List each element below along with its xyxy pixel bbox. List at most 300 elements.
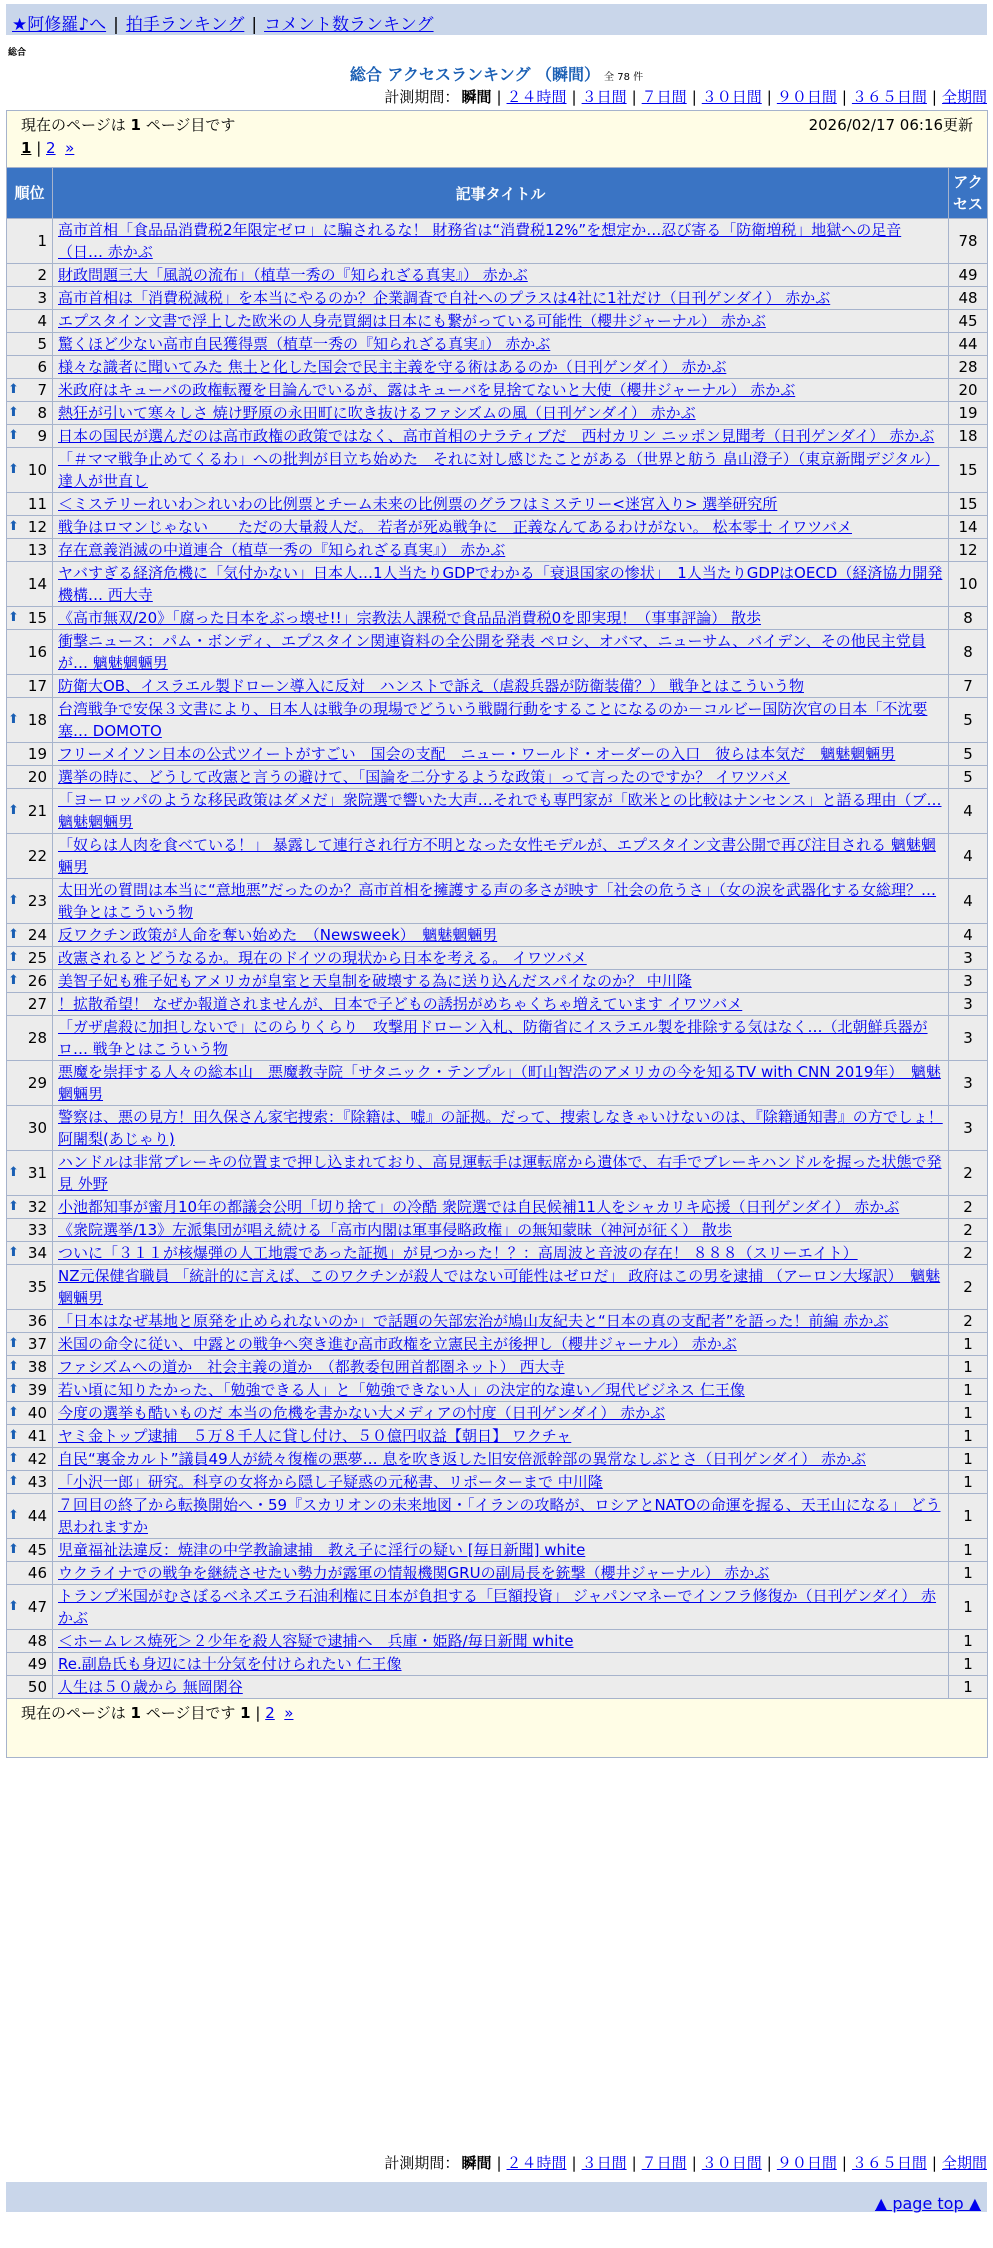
rank-number: 12 [27,518,47,536]
article-title-link[interactable]: ！拡散希望！ なぜか報道されませんが、日本で子どもの誘拐がめちゃくちゃ増えています イワツバメ [58,995,743,1013]
access-count: 3 [949,970,988,993]
rank-number: 32 [27,1198,47,1216]
table-row [7,789,988,834]
rank-number: 31 [27,1164,47,1182]
title-cell [53,970,949,993]
article-title-link[interactable]: 衝撃ニュース：パム・ボンディ、エプスタイン関連資料の全公開を発表 ペロシ、オバマ、ニューサム、バイデン、その他民主党員が… 魑魅魍魎男 [58,632,926,672]
rank-cell [7,1402,53,1425]
title-cell [53,448,949,493]
rank-up-arrow-icon: ⬆ [8,1599,19,1614]
title-cell [53,879,949,924]
article-title-link[interactable]: 選挙の時に、どうして改憲と言うの避けて、「国論を二分するような政策」って言ったのですか？ イワツバメ [58,768,790,786]
comment-ranking-link[interactable]: コメント数ランキング [264,15,434,35]
access-count: 1 [949,1630,988,1653]
rank-number: 23 [27,892,47,910]
rank-up-arrow-icon: ⬆ [8,1405,19,1420]
title-cell [53,924,949,947]
rank-cell [7,1630,53,1653]
article-title-link[interactable]: 悪魔を崇拝する人々の総本山 悪魔教寺院「サタニック・テンプル」（町山智浩のアメリカの今を知るTV with CNN 2019年） 魑魅魍魎男 [58,1063,941,1103]
article-title-link[interactable]: 米政府はキューバの政権転覆を目論んでいるが、露はキューバを見捨てないと大使（櫻井ジャーナル） 赤かぶ [58,381,796,399]
rank-number: 37 [27,1335,47,1353]
page-info-num: 1 [130,116,141,134]
title-cell [53,493,949,516]
rank-cell [7,310,53,333]
rank-cell [7,1379,53,1402]
title-cell [53,1310,949,1333]
period-24h-link-bottom[interactable]: ２４時間 [506,2154,567,2172]
rank-cell [7,607,53,630]
article-title-link[interactable]: ハンドルは非常ブレーキの位置まで押し込まれており、高見運転手は運転席から遺体で、右手でブレーキハンドルを握った状態で発見 外野 [58,1153,942,1193]
article-title-link[interactable]: ヤバすぎる経済危機に「気付かない」日本人…1人当たりGDPでわかる「衰退国家の惨状」 1人当たりGDPはOECD（経済協力開発機構… 西大寺 [58,564,943,604]
article-title-link[interactable]: 《衆院選挙/13》左派集団が唱え続ける「高市内閣は軍事侵略政権」の無知蒙昧（神河が征く） 散歩 [58,1221,732,1239]
title-cell [53,1630,949,1653]
rank-cell [7,1425,53,1448]
period-90d-link-bottom[interactable]: ９０日間 [776,2154,837,2172]
rank-up-arrow-icon: ⬆ [8,1165,19,1180]
access-count: 5 [949,766,988,789]
table-row [7,379,988,402]
access-count: 2 [949,1151,988,1196]
article-title-link[interactable]: 反ワクチン政策が人命を奪い始めた （Newsweek） 魑魅魍魎男 [58,926,498,944]
title-cell [53,1061,949,1106]
title-header: 記事タイトル [53,168,949,219]
table-row [7,1539,988,1562]
rank-number: 20 [27,768,47,786]
access-count: 8 [949,607,988,630]
table-row [7,1425,988,1448]
top-nav-bar: ★阿修羅♪へ | 拍手ランキング | コメント数ランキング [6,4,987,35]
table-row [7,834,988,879]
article-title-link[interactable]: 高市首相は「消費税減税」を本当にやるのか？企業調査で自社へのプラスは4社に1社だけ（日刊ゲンダイ） 赤かぶ [58,289,831,307]
rank-number: 3 [37,289,47,307]
footer-page-2-link[interactable]: 2 [265,1704,275,1722]
rank-up-arrow-icon: ⬆ [8,1508,19,1523]
rank-cell [7,1356,53,1379]
rank-cell [7,1106,53,1151]
page-top-link[interactable]: ▲ page top ▲ [874,2194,981,2213]
access-count: 14 [949,516,988,539]
rank-up-arrow-icon: ⬆ [8,927,19,942]
table-row [7,356,988,379]
rank-cell [7,743,53,766]
article-title-link[interactable]: 太田光の質問は本当に“意地悪”だったのか？高市首相を擁護する声の多さが映す「社会の危うさ」（女の涙を武器化する女総理？… 戦争とはこういう物 [58,881,937,921]
article-title-link[interactable]: 児童福祉法違反：焼津の中学教諭逮捕 教え子に淫行の疑い [毎日新聞] white [58,1541,586,1559]
access-count: 20 [949,379,988,402]
table-row [7,1562,988,1585]
rank-number: 13 [27,541,47,559]
article-title-link[interactable]: 《高市無双/20》「腐った日本をぶっ壊せ!!」宗教法人課税で食品品消費税0を即実現！（事事評論） 散歩 [58,609,761,627]
rank-cell [7,379,53,402]
rank-cell [7,1196,53,1219]
category-label: 総合 [8,48,27,58]
title-cell [53,516,949,539]
rank-cell [7,1310,53,1333]
period-24h-link[interactable]: ２４時間 [506,88,567,106]
table-row [7,1265,988,1310]
access-count: 1 [949,1562,988,1585]
rank-number: 6 [37,358,47,376]
article-title-link[interactable]: 様々な識者に聞いてみた 焦土と化した国会で民主主義を守る術はあるのか（日刊ゲンダイ） 赤かぶ [58,358,727,376]
rank-cell [7,287,53,310]
period-selector-bottom: 計測期間： 瞬間 | ２４時間 | ３日間 | ７日間 | ３０日間 | ９０日間 | ３６５日間 | 全期間 [384,2154,987,2172]
rank-cell [7,219,53,264]
rank-number: 9 [37,427,47,445]
title-cell [53,1219,949,1242]
access-count: 2 [949,1219,988,1242]
next-page-link[interactable]: » [65,139,75,157]
rank-cell [7,1333,53,1356]
page-info-pre: 現在のページは [21,116,131,134]
period-label: 計測期間： [384,88,460,106]
rank-number: 43 [27,1473,47,1491]
table-row [7,1356,988,1379]
access-count: 2 [949,1196,988,1219]
article-title-link[interactable]: 防衛大OB、イスラエル製ドローン導入に反対 ハンストで訴え（虐殺兵器が防衛装備？） 戦争とはこういう物 [58,677,804,695]
rank-number: 27 [27,995,47,1013]
access-count: 1 [949,1356,988,1379]
rank-cell [7,947,53,970]
period-7d-link[interactable]: ７日間 [641,88,687,106]
table-row [7,1379,988,1402]
rank-number: 24 [27,926,47,944]
access-count: 1 [949,1494,988,1539]
table-row [7,1494,988,1539]
pagination-bottom: 1 | 2 » [240,1704,294,1722]
article-title-link[interactable]: エプスタイン文書で浮上した欧米の人身売買網は日本にも繋がっている可能性（櫻井ジャーナル） 赤かぶ [58,312,766,330]
rank-cell [7,1585,53,1630]
table-row [7,1196,988,1219]
rank-cell [7,970,53,993]
article-title-link[interactable]: Re.副島氏も身辺には十分気を付けられたい 仁王像 [58,1655,402,1673]
title-cell [53,1539,949,1562]
rank-cell [7,1562,53,1585]
rank-number: 41 [27,1427,47,1445]
article-title-link[interactable]: ７回目の終了から転換開始へ・59『スカリオンの未来地図・「イランの攻略が、ロシアとNATOの命運を握る、天王山になる」 どう思われますか [58,1496,941,1536]
title-cell [53,630,949,675]
rank-cell [7,1494,53,1539]
rank-up-arrow-icon: ⬆ [8,973,19,988]
rank-number: 26 [27,972,47,990]
table-row [7,766,988,789]
rank-number: 15 [27,609,47,627]
rank-cell [7,993,53,1016]
title-cell [53,1676,949,1699]
title-cell [53,379,949,402]
article-title-link[interactable]: 美智子妃も雅子妃もアメリカが皇室と天皇制を破壊する為に送り込んだスパイなのか？ 中川隆 [58,972,692,990]
title-cell [53,562,949,607]
article-title-link[interactable]: フリーメイソン日本の公式ツイートがすごい 国会の支配 ニュー・ワールド・オーダーの入口 彼らは本気だ 魑魅魍魎男 [58,745,896,763]
rank-up-arrow-icon: ⬆ [8,1428,19,1443]
page-info-footer-row [7,1699,988,1758]
rank-number: 40 [27,1404,47,1422]
rank-cell [7,834,53,879]
article-title-link[interactable]: ファシズムへの道か 社会主義の道か （都教委包囲首都圏ネット） 西大寺 [58,1358,565,1376]
rank-cell [7,1448,53,1471]
access-count: 2 [949,1265,988,1310]
article-title-link[interactable]: 高市首相「食品品消費税2年限定ゼロ」に騙されるな！ 財務省は“消費税12%”を想定か…忍び寄る「防衛増税」地獄への足音（日… 赤かぶ [58,221,902,261]
rank-number: 2 [37,266,47,284]
table-row [7,743,988,766]
rank-number: 35 [27,1278,47,1296]
title-cell [53,1333,949,1356]
period-30d-link[interactable]: ３０日間 [701,88,762,106]
title-cell [53,766,949,789]
access-count: 15 [949,448,988,493]
title-cell [53,1494,949,1539]
title-cell [53,993,949,1016]
article-title-link[interactable]: 警察は、悪の見方！田久保さん家宅捜索：『除籍は、嘘』の証拠。だって、捜索しなきゃいけないのは、『除籍通知書』の方でしょ！ 阿闍梨(あじゃり) [58,1108,943,1148]
table-row [7,539,988,562]
rank-number: 47 [27,1598,47,1616]
rank-number: 22 [27,847,47,865]
table-row [7,1016,988,1061]
period-all-link-bottom[interactable]: 全期間 [941,2154,987,2172]
article-title-link[interactable]: 戦争はロマンじゃない ただの大量殺人だ。 若者が死ぬ戦争に 正義なんてあるわけがない。 松本零士 イワツバメ [58,518,853,536]
access-count: 4 [949,789,988,834]
access-count: 18 [949,425,988,448]
article-title-link[interactable]: 小池都知事が蜜月10年の都議会公明「切り捨て」の冷酷 衆院選では自民候補11人をシャカリキ応援（日刊ゲンダイ） 赤かぶ [58,1198,900,1216]
table-row [7,1630,988,1653]
article-title-link[interactable]: 米国の命令に従い、中露との戦争へ突き進む高市政権を立憲民主が後押し（櫻井ジャーナル） 赤かぶ [58,1335,737,1353]
rank-number: 39 [27,1381,47,1399]
page-info-row [7,111,988,168]
period-7d-link-bottom[interactable]: ７日間 [641,2154,687,2172]
table-row [7,1151,988,1196]
title-cell [53,1265,949,1310]
article-title-link[interactable]: 驚くほど少ない高市自民獲得票（植草一秀の『知られざる真実』） 赤かぶ [58,335,551,353]
rank-cell [7,1265,53,1310]
table-row [7,219,988,264]
article-title-link[interactable]: ウクライナでの戦争を継続させたい勢力が露軍の情報機関GRUの副局長を銃撃（櫻井ジャーナル） 赤かぶ [58,1564,770,1582]
rank-number: 29 [27,1074,47,1092]
period-all-link[interactable]: 全期間 [941,88,987,106]
article-title-link[interactable]: 「ガザ虐殺に加担しないで」にのらりくらり 攻撃用ドローン入札、防衛省にイスラエル製を排除する気はなく…（北朝鮮兵器がロ… 戦争とはこういう物 [58,1018,928,1058]
article-title-link[interactable]: 自民“裏金カルト”議員49人が続々復権の悪夢… 息を吹き返した旧安倍派幹部の異常なしぶとさ（日刊ゲンダイ） 赤かぶ [58,1450,866,1468]
table-row [7,879,988,924]
rank-cell [7,264,53,287]
rank-number: 48 [27,1632,47,1650]
table-row [7,448,988,493]
rank-up-arrow-icon: ⬆ [8,1542,19,1557]
rank-number: 28 [27,1029,47,1047]
access-count: 3 [949,993,988,1016]
rank-cell [7,1219,53,1242]
article-title-link[interactable]: 台湾戦争で安保３文書により、日本人は戦争の現場でどういう戦闘行動をすることになるのか－コルビー国防次官の日本「不沈要塞… DOMOTO [58,700,928,740]
rank-number: 21 [27,802,47,820]
access-count: 1 [949,1379,988,1402]
rank-number: 50 [27,1678,47,1696]
period-365d-link-bottom[interactable]: ３６５日間 [851,2154,927,2172]
period-30d-link-bottom[interactable]: ３０日間 [701,2154,762,2172]
rank-cell [7,924,53,947]
item-count: 全 78 件 [604,72,644,83]
rank-up-arrow-icon: ⬆ [8,1245,19,1260]
rank-number: 1 [37,232,47,250]
access-count: 45 [949,310,988,333]
period-90d-link[interactable]: ９０日間 [776,88,837,106]
rank-cell [7,789,53,834]
title-cell [53,1402,949,1425]
rank-number: 10 [27,461,47,479]
table-row [7,425,988,448]
access-count: 48 [949,287,988,310]
page-info-post: ページ目です [140,116,236,134]
table-row [7,1585,988,1630]
title-cell [53,310,949,333]
rank-cell [7,1471,53,1494]
article-title-link[interactable]: 「日本はなぜ基地と原発を止められないのか」で話題の矢部宏治が鳩山友紀夫と“日本の真の支配者”を語った！前編 赤かぶ [58,1312,889,1330]
rank-cell [7,1061,53,1106]
access-count: 12 [949,539,988,562]
rank-number: 8 [37,404,47,422]
table-row [7,1106,988,1151]
page-info-footer-cell [7,1699,988,1758]
article-title-link[interactable]: ついに「３１１が核爆弾の人工地震であった証拠」が見つかった！？：高周波と音波の存在！ ８８８（スリーエイト） [58,1244,858,1262]
bottom-bar [6,2182,987,2212]
article-title-link[interactable]: 今度の選挙も酷いものだ 本当の危機を書かない大メディアの忖度（日刊ゲンダイ） 赤かぶ [58,1404,666,1422]
page-2-link[interactable]: 2 [46,139,56,157]
rank-cell [7,1653,53,1676]
rank-number: 45 [27,1541,47,1559]
access-count: 7 [949,675,988,698]
rank-up-arrow-icon: ⬆ [8,1359,19,1374]
rank-cell [7,879,53,924]
rank-up-arrow-icon: ⬆ [8,382,19,397]
access-count: 1 [949,1653,988,1676]
rank-up-arrow-icon: ⬆ [8,462,19,477]
rank-cell [7,675,53,698]
title-cell [53,333,949,356]
ranking-table [6,110,988,1758]
title-cell [53,287,949,310]
article-title-link[interactable]: ヤミ金トップ逮捕 ５万８千人に貸し付け、５０億円収益【朝日】 ワクチャ [58,1427,572,1445]
title-cell [53,1585,949,1630]
table-row [7,970,988,993]
title-cell [53,1425,949,1448]
access-count: 44 [949,333,988,356]
access-count: 1 [949,1676,988,1699]
table-row [7,562,988,607]
rank-cell [7,1016,53,1061]
access-count: 1 [949,1333,988,1356]
table-row [7,1653,988,1676]
footer-next-page-link[interactable]: » [284,1704,294,1722]
title-cell [53,1151,949,1196]
access-count: 2 [949,1242,988,1265]
table-row [7,1242,988,1265]
title-cell [53,264,949,287]
title-cell [53,1016,949,1061]
period-3d-link-bottom[interactable]: ３日間 [581,2154,627,2172]
rank-cell [7,766,53,789]
table-row [7,1310,988,1333]
title-cell [53,1653,949,1676]
rank-up-arrow-icon: ⬆ [8,950,19,965]
rank-up-arrow-icon: ⬆ [8,405,19,420]
table-row [7,993,988,1016]
article-title-link[interactable]: 「＃ママ戦争止めてくるわ」への批判が目立ち始めた それに対し感じたことがある（世界と舫う 畠山澄子）（東京新聞デジタル） 達人が世直し [58,450,940,490]
article-title-link[interactable]: 財政問題三大「風説の流布」（植草一秀の『知られざる真実』） 赤かぶ [58,266,528,284]
table-row [7,1219,988,1242]
article-title-link[interactable]: 「奴らは人肉を食べている！」 暴露して連行され行方不明となった女性モデルが、エプスタイン文書公開で再び注目される 魑魅魍魎男 [58,836,936,876]
rank-cell [7,493,53,516]
rank-up-arrow-icon: ⬆ [8,610,19,625]
article-title-link[interactable]: 「小沢一郎」研究。科亨の女将から隠し子疑惑の元秘書、リポーターまで 中川隆 [58,1473,603,1491]
access-count: 1 [949,1448,988,1471]
rank-number: 34 [27,1244,47,1262]
table-row [7,1402,988,1425]
rank-up-arrow-icon: ⬆ [8,428,19,443]
article-title-link[interactable]: 日本の国民が選んだのは高市政権の政策ではなく、高市首相のナラティブだ 西村カリン ニッポン見聞考（日刊ゲンダイ） 赤かぶ [58,427,935,445]
rank-number: 30 [27,1119,47,1137]
table-row [7,675,988,698]
table-row [7,924,988,947]
access-count: 1 [949,1471,988,1494]
applause-ranking-link[interactable]: 拍手ランキング [125,15,245,35]
home-link[interactable]: ★阿修羅♪へ [12,15,107,35]
table-row [7,947,988,970]
pagination-top: 1 | 2 » [21,139,75,157]
article-title-link[interactable]: 若い頃に知りたかった、「勉強できる人」と「勉強できない人」の決定的な違い／現代ビジネス 仁王像 [58,1381,745,1399]
article-title-link[interactable]: 人生は５０歳から 無岡閑谷 [58,1678,243,1696]
rank-up-arrow-icon: ⬆ [8,712,19,727]
table-row [7,310,988,333]
article-title-link[interactable]: 熱狂が引いて寒々しさ 焼け野原の永田町に吹き抜けるファシズムの風（日刊ゲンダイ） 赤かぶ [58,404,696,422]
footer-page-info-post: ページ目です [140,1704,236,1722]
table-row [7,402,988,425]
article-title-link[interactable]: 存在意義消滅の中道連合（植草一秀の『知られざる真実』） 赤かぶ [58,541,506,559]
rank-number: 44 [27,1507,47,1525]
title-cell [53,675,949,698]
rank-number: 5 [37,335,47,353]
period-3d-link[interactable]: ３日間 [581,88,627,106]
page-title [0,62,993,85]
rank-up-arrow-icon: ⬆ [8,519,19,534]
access-count: 3 [949,947,988,970]
access-count: 1 [949,1539,988,1562]
rank-number: 16 [27,643,47,661]
rank-cell [7,698,53,743]
rank-up-arrow-icon: ⬆ [8,1451,19,1466]
table-row [7,1471,988,1494]
access-count: 3 [949,1061,988,1106]
article-title-link[interactable]: NZ元保健省職員 「統計的に言えば、このワクチンが殺人ではない可能性はゼロだ」 政府はこの男を逮捕 （アーロン大塚訳） 魑魅魍魎男 [58,1267,941,1307]
rank-up-arrow-icon: ⬆ [8,1336,19,1351]
rank-number: 7 [37,381,47,399]
rank-number: 46 [27,1564,47,1582]
title-cell [53,607,949,630]
rank-number: 17 [27,677,47,695]
access-count: 49 [949,264,988,287]
table-row [7,493,988,516]
rank-cell [7,1242,53,1265]
rank-cell [7,1676,53,1699]
page-info-cell [7,111,988,168]
article-title-link[interactable]: トランプ米国がむさぼるベネズエラ石油利権に日本が負担する「巨額投資」 ジャパンマネーでインフラ修復か（日刊ゲンダイ） 赤かぶ [58,1587,937,1627]
title-cell [53,743,949,766]
footer-page-info-num: 1 [130,1704,141,1722]
article-title-link[interactable]: ＜ホームレス焼死＞２少年を殺人容疑で逮捕へ 兵庫・姫路/毎日新聞 white [58,1632,574,1650]
title-cell [53,402,949,425]
article-title-link[interactable]: 改憲されるとどうなるか。現在のドイツの現状から日本を考える。 イワツバメ [58,949,587,967]
period-365d-link[interactable]: ３６５日間 [851,88,927,106]
footer-page-info-text [21,1704,235,1722]
access-count: 4 [949,834,988,879]
article-title-link[interactable]: ＜ミステリーれいわ＞れいわの比例票とチーム未来の比例票のグラフはミステリー<迷宮入り> 選挙研究所 [58,495,778,513]
period-selector-top: 計測期間： 瞬間 | ２４時間 | ３日間 | ７日間 | ３０日間 | ９０日間 | ３６５日間 | 全期間 [384,88,987,106]
rank-cell [7,425,53,448]
article-title-link[interactable]: 「ヨーロッパのような移民政策はダメだ」衆院選で響いた大声…それでも専門家が「欧米との比較はナンセンス」と語る理由（ブ… 魑魅魍魎男 [58,791,942,831]
